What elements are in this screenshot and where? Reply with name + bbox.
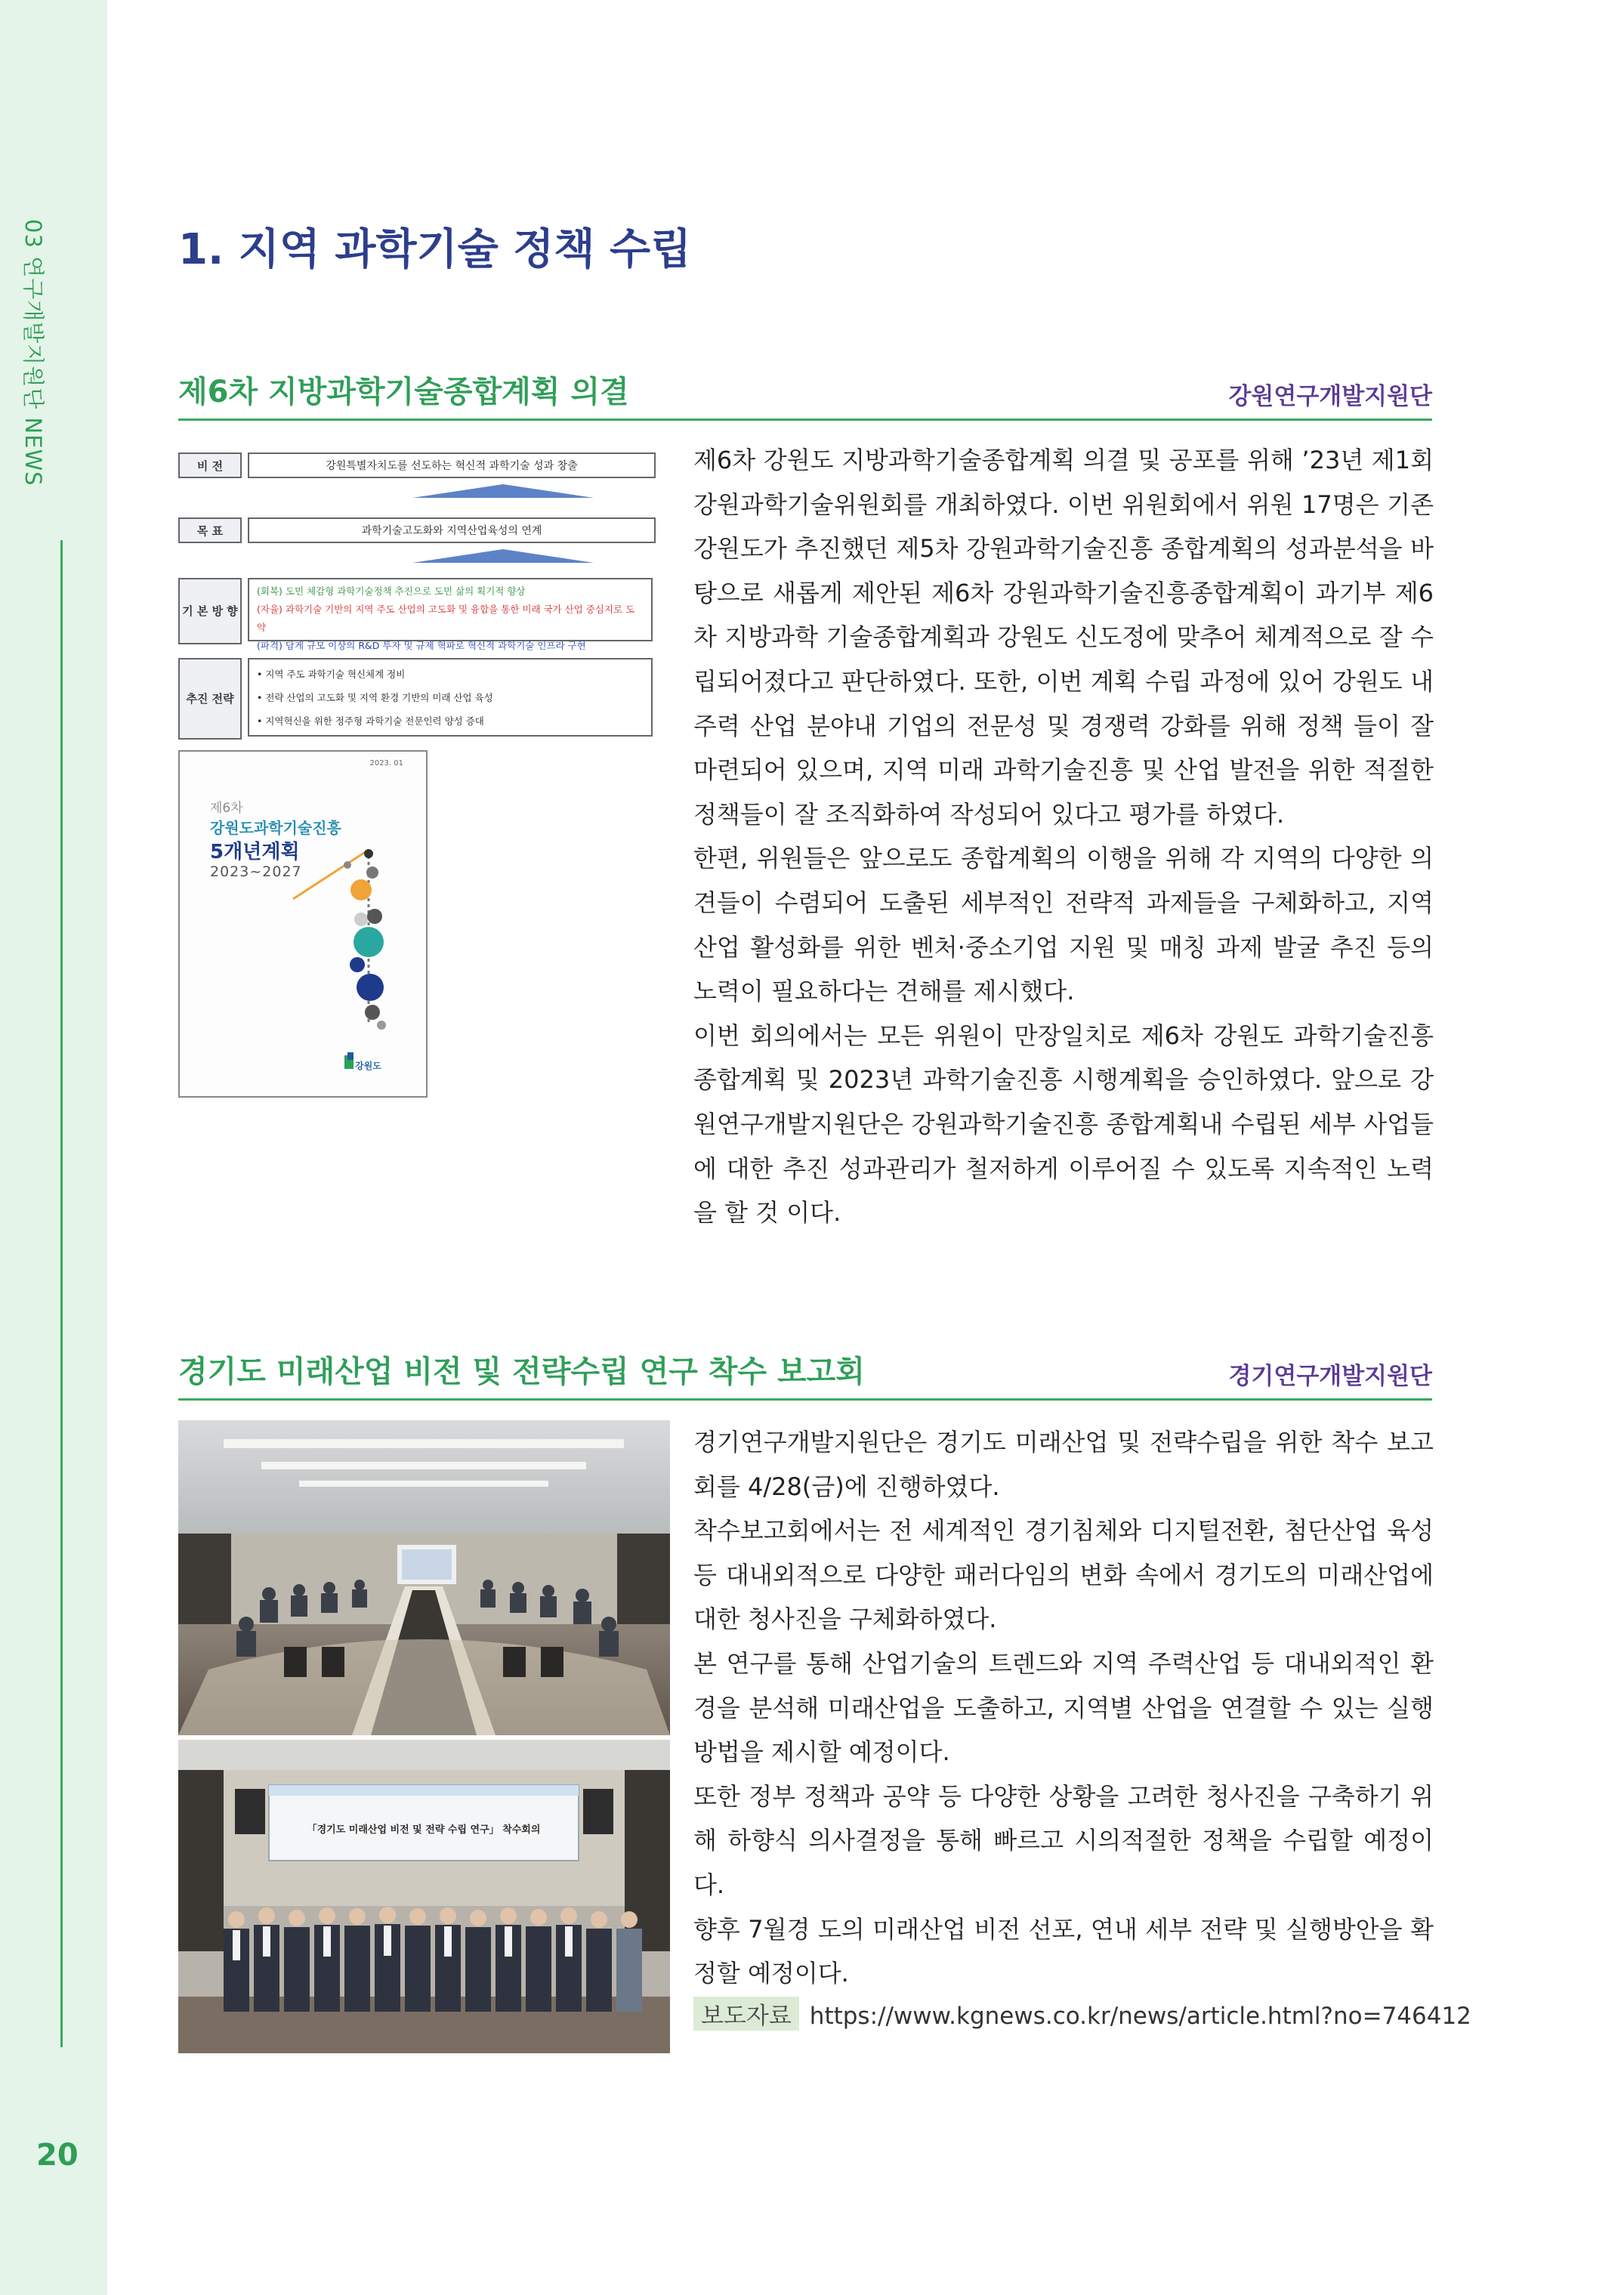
paragraph: 한편, 위원들은 앞으로도 종합계획의 이행을 위해 각 지역의 다양한 의견들이 수렴되어 도출된 세부적인 전략적 과제들을 구체화하고, 지역 산업 활성화를 위한 벤처·중소기업 지원 및 매칭 과제 발굴 추진 등의 노력이 필요하다는 견해를 제시했다. — [693, 844, 1434, 1006]
paragraph: 경기연구개발지원단은 경기도 미래산업 및 전략수립을 위한 착수 보고회를 4/28(금)에 진행하였다. — [693, 1428, 1434, 1501]
section1-org: 강원연구개발지원단 — [1228, 383, 1432, 410]
meeting-banner-text: 「경기도 미래산업 비전 및 전략 수립 연구」 착수회의 — [307, 1824, 541, 1836]
sidebar — [0, 0, 107, 2295]
vision-diagram — [178, 448, 654, 745]
strategy-item: • 지역혁신을 위한 정주형 과학기술 전문인력 양성 증대 — [257, 715, 484, 727]
cover-line1: 제6차 — [210, 801, 243, 816]
plan-cover-image — [178, 750, 428, 1098]
group-photo — [178, 1740, 670, 2053]
page-title: 1. 지역 과학기술 정책 수립 — [178, 225, 692, 274]
sidebar-label: 03 연구개발지원단 NEWS — [20, 219, 46, 486]
press-url-link[interactable]: https://www.kgnews.co.kr/news/article.html?no=746412 — [809, 2003, 1471, 2030]
paragraph: 착수보고회에서는 전 세계적인 경기침체와 디지털전환, 첨단산업 육성 등 대내외적으로 다양한 패러다임의 변화 속에서 경기도의 미래산업에 대한 청사진을 구체화하였다. — [693, 1516, 1434, 1634]
section2-title: 경기도 미래산업 비전 및 전략수립 연구 착수 보고회 — [178, 1354, 865, 1389]
strategy-item: • 지역 주도 과학기술 혁신체계 정비 — [257, 669, 406, 680]
vision-label: 비 전 — [178, 453, 242, 478]
strategy-item: • 전략 산업의 고도화 및 지역 환경 기반의 미래 산업 육성 — [257, 692, 493, 703]
paragraph: 이번 회의에서는 모든 위원이 만장일치로 제6차 강원도 과학기술진흥 종합계획 및 2023년 과학기술진흥 시행계획을 승인하였다. 앞으로 강원연구개발지원단은 강원과학기술진흥 종합계획내 수립된 세부 사업들에 대한 추진 성과관리가 철저하게 이루어질 수 있도록 지속적인 노력을 할 것 이다. — [693, 1021, 1434, 1228]
cover-line2: 강원도과학기술진흥 — [210, 819, 341, 837]
goal-text: 과학기술고도화와 지역산업육성의 연계 — [248, 517, 656, 543]
paragraph: 제6차 강원도 지방과학기술종합계획 의결 및 공포를 위해 ’23년 제1회 강원과학기술위원회를 개최하였다. 이번 위원회에서 위원 17명은 기존 강원도가 추진했던 제5차 강원과학기술진흥 종합계획의 성과분석을 바탕으로 새롭게 제안된 제6차 강원과학기술진흥종합계획이 과기부 제6차 지방과학 기술종합계획과 강원도 신도정에 맞추어 체계적으로 잘 수립되어졌다고 판단하였다. 또한, 이번 계획 수립 과정에 있어 강원도 내 주력 산업 분야내 기업의 전문성 및 경쟁력 강화를 위해 정책 들이 잘 마련되어 있으며, 지역 미래 과학기술진흥 및 산업 발전을 위한 적절한 정책들이 잘 조직화하여 작성되어 있다고 평가를 하였다. — [693, 446, 1434, 829]
section2-org: 경기연구개발지원단 — [1228, 1363, 1432, 1390]
arrow-up-icon — [412, 549, 594, 563]
paragraph: 또한 정부 정책과 공약 등 다양한 상황을 고려한 청사진을 구축하기 위해 하향식 의사결정을 통해 빠르고 시의적절한 정책을 수립할 예정이다. — [693, 1781, 1434, 1899]
direction-item: (자율) 과학기술 기반의 지역 주도 산업의 고도화 및 융합을 통한 미래 국가 산업 중심지로 도약 — [257, 604, 635, 633]
direction-item: (회복) 도민 체감형 과학기술정책 추진으로 도민 삶의 획기적 향상 — [257, 585, 526, 597]
meeting-photo — [178, 1420, 670, 1735]
direction-item: (파격) 담게 규모 이상의 R&D 투자 및 규제 혁파로 혁신적 과학기술 인프라 구현 — [257, 640, 586, 651]
section1-header — [178, 364, 1432, 421]
press-tag: 보도자료 — [693, 1997, 799, 2031]
direction-label: 기 본 방 향 — [178, 578, 242, 644]
strategy-list — [248, 658, 653, 737]
paragraph: 향후 7월경 도의 미래산업 비전 선포, 연내 세부 전략 및 실행방안을 확정할 예정이다. — [693, 1914, 1434, 1988]
press-link-row — [693, 1997, 1471, 2031]
cover-line4: 2023~2027 — [210, 863, 302, 880]
section1-title: 제6차 지방과학기술종합계획 의결 — [178, 375, 629, 409]
vision-text: 강원특별자치도를 선도하는 혁신적 과학기술 성과 창출 — [248, 453, 656, 478]
cover-logo: 강원도 — [355, 1061, 381, 1071]
paragraph: 본 연구를 통해 산업기술의 트렌드와 지역 주력산업 등 대내외적인 환경을 분석해 미래산업을 도출하고, 지역별 산업을 연결할 수 있는 실행방법을 제시할 예정이다. — [693, 1648, 1434, 1767]
cover-line3: 5개년계획 — [210, 841, 300, 863]
sidebar-divider — [60, 540, 63, 2047]
cover-graphic-icon — [180, 752, 426, 1096]
section2-body — [693, 1420, 1434, 1996]
goal-label: 목 표 — [178, 517, 242, 543]
section1-body — [693, 438, 1434, 1235]
section2-header — [178, 1344, 1432, 1401]
cover-date: 2023. 01 — [369, 759, 403, 768]
arrow-up-icon — [412, 484, 594, 498]
strategy-label: 추진 전략 — [178, 658, 242, 740]
meeting-photo-image — [178, 1420, 670, 1735]
page-number: 20 — [36, 2138, 79, 2173]
group-photo-image — [178, 1740, 670, 2053]
direction-list — [248, 578, 653, 651]
